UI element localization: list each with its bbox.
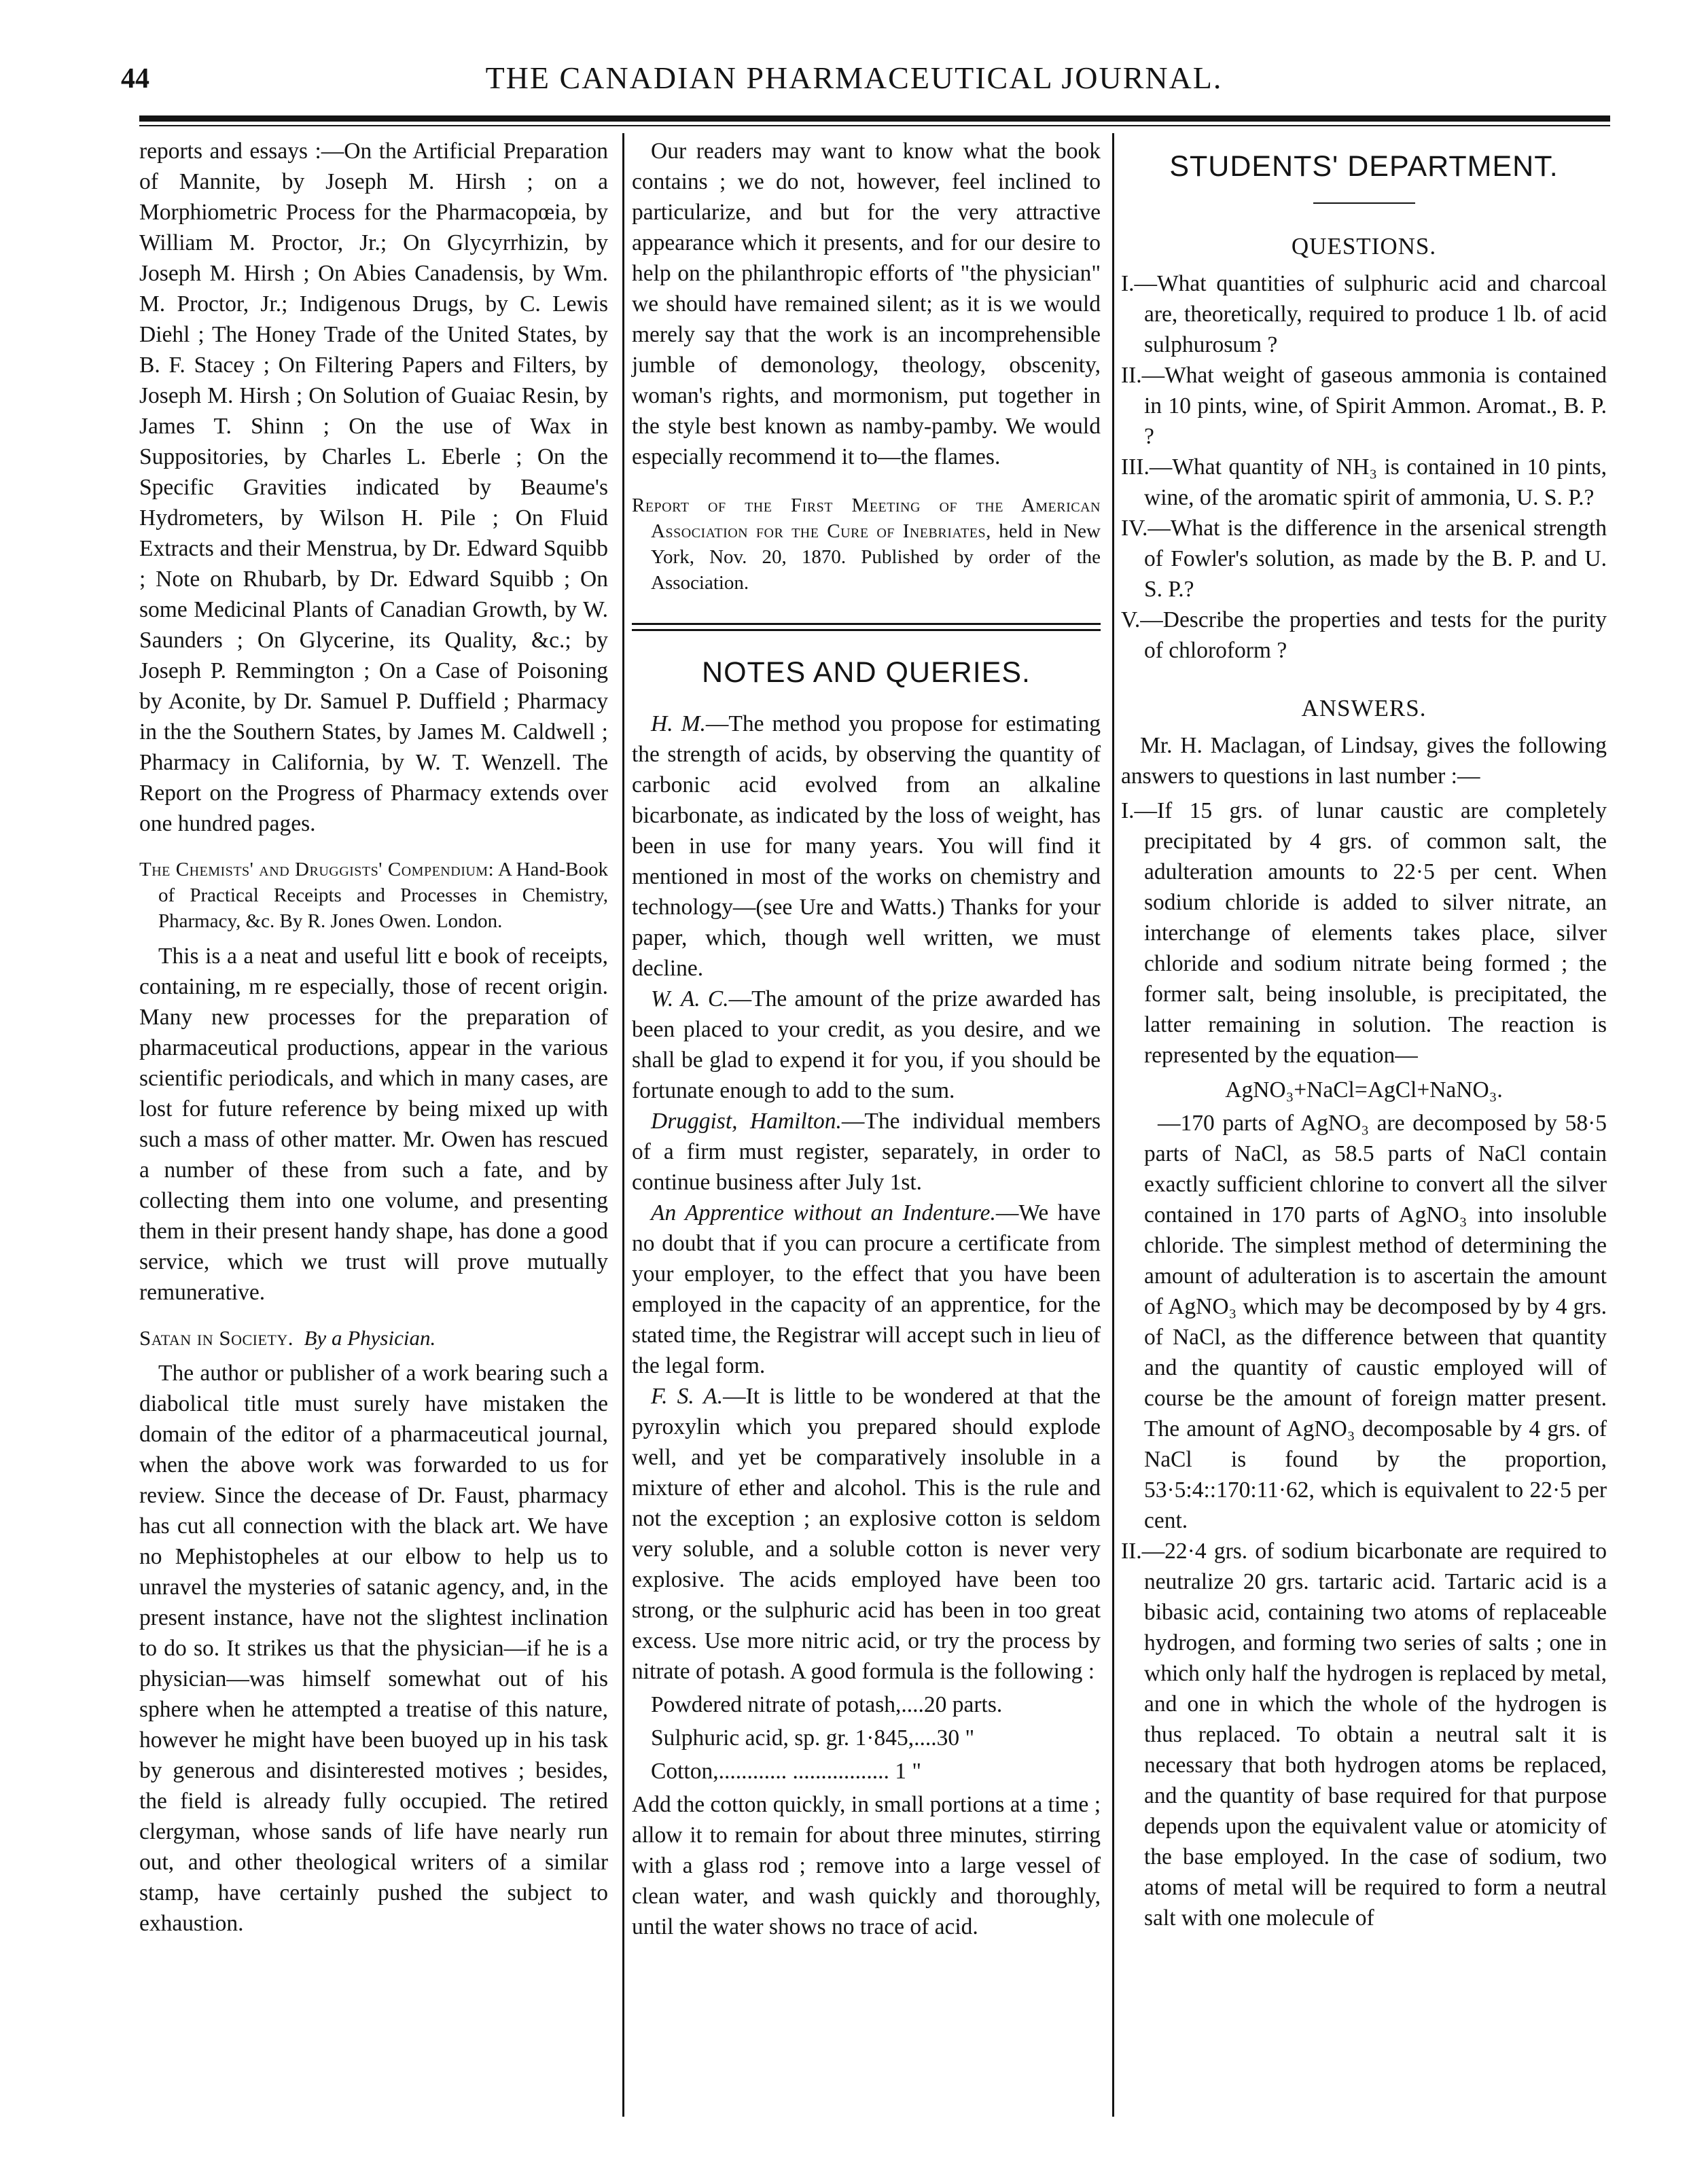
report-title: Report of the First Meeting of the American Association for the Cure of Inebriates, <box>632 495 1101 542</box>
paragraph: Our readers may want to know what the book contains ; we do not, however, feel inclined to particularize, and but for the very attractive appearance which it presents, and for our desire to help on the philanthropic efforts of "the physician" we should have remained silent; as it is we would merely say that the work is an incomprehensible jumble of demonology, theology, obscenity, woman's rights, and mormonism, put together in the style best known as namby-pamby. We would especially recommend it to—the flames. <box>632 139 1101 469</box>
query-answer <box>632 1106 1101 1198</box>
query-label: Druggist, Hamilton. <box>651 1109 842 1134</box>
answer-continuation: —170 parts of AgNO₃ are decomposed by 58·5 parts of NaCl, as 58.5 parts of NaCl contain exactly sufficient chlorine to convert all the silver contained in 170 parts of AgNO₃ into insoluble chloride. The simplest method of determining the amount of adulteration is to ascertain the amount of AgNO₃ which may be decomposed by by 4 grs. of NaCl, as the difference between that quantity and the quantity of caustic employed will of course be the amount of foreign matter present. The amount of AgNO₃ decomposable by 4 grs. of NaCl is found by the proportion, 53·5:4::170:11·62, which is equivalent to 22·5 per cent. <box>1144 1111 1607 1533</box>
book-notice <box>139 857 608 934</box>
report-details: held in New York, Nov. 20, 1870. Published by order of the Association. <box>651 520 1101 594</box>
query-text: —The method you propose for estimating the strength of acids, by observing the quantity of carbonic acid evolved from an alkaline bicarbonate, as indicated by the loss of weight, has been in use for many years. You will find it mentioned in most of the works on chemistry and technology—(see Ure and Watts.) Thanks for your paper, which, though well written, we must decline. <box>632 711 1101 981</box>
query-answer <box>632 1198 1101 1381</box>
query-answer <box>632 709 1101 984</box>
query-label: F. S. A. <box>651 1384 724 1409</box>
question-item: II.—What weight of gaseous ammonia is contained in 10 pints, wine, of Spirit Ammon. Aromat., B. P. ? <box>1121 363 1607 449</box>
query-text: —The amount of the prize awarded has been placed to your credit, as you desire, and we shall be glad to expend it for you, if you should be fortunate enough to add to the sum. <box>632 986 1101 1103</box>
book-details: A Hand-Book of Practical Receipts and Processes in Chemistry, Pharmacy, &c. By R. Jones Owen. London. <box>158 859 608 932</box>
chemical-equation: AgNO₃+NaCl=AgCl+NaNO₃. <box>1225 1077 1503 1103</box>
query-text: —We have no doubt that if you can procure a certificate from your employer, to the effect that you have been employed in the capacity of an apprentice, for the stated time, the Registrar will accept such in lieu of the legal form. <box>632 1200 1101 1378</box>
column-divider <box>622 133 624 2117</box>
query-label: W. A. C. <box>651 986 729 1011</box>
answers-heading: ANSWERS. <box>1301 695 1427 721</box>
report-notice <box>632 492 1101 596</box>
book-notice <box>139 1325 608 1351</box>
section-double-rule <box>632 623 1101 631</box>
column-3 <box>1121 136 1607 1933</box>
query-text: —It is little to be wondered at that the pyroxylin which you prepared should explode well, and yet be comparatively insoluble in a mixture of ether and alcohol. This is the rule and not the exception ; an explosive cotton is seldom very soluble, and a soluble cotton is never very explosive. The acids employed have been too strong, or the sulphuric acid has been in too great excess. Use more nitric acid, or try the process by nitrate of potash. A good formula is the following : <box>632 1384 1101 1684</box>
book-author: By a Physician. <box>304 1326 436 1350</box>
book-title: The Chemists' and Druggists' Compendium: <box>139 859 495 880</box>
header-rule-thin <box>139 125 1610 126</box>
question-item: IV.—What is the difference in the arsenical strength of Fowler's solution, as made by the B. P. and U. S. P.? <box>1121 516 1607 602</box>
students-department-heading: STUDENTS' DEPARTMENT. <box>1169 150 1559 183</box>
answer-item: I.—If 15 grs. of lunar caustic are completely precipitated by 4 grs. of common salt, the adulteration amounts to 22·5 per cent. When sodium chloride is added to silver nitrate, an interchange of elements takes place, silver chloride and sodium nitrate being formed ; the former salt, being insoluble, is precipitated, the latter remaining in solution. The reaction is represented by the equation— <box>1121 798 1607 1068</box>
notes-and-queries-heading: NOTES AND QUERIES. <box>702 656 1031 689</box>
paragraph: Add the cotton quickly, in small portions at a time ; allow it to remain for about three minutes, stirring with a glass rod ; remove into a large vessel of clean water, and wash quickly and thoroughly, until the water shows no trace of acid. <box>632 1792 1101 1939</box>
questions-heading: QUESTIONS. <box>1291 233 1437 259</box>
book-title: Satan in Society. <box>139 1326 293 1350</box>
answers-intro: Mr. H. Maclagan, of Lindsay, gives the following answers to questions in last number :— <box>1121 733 1607 789</box>
column-2 <box>632 136 1101 1942</box>
page-number: 44 <box>121 63 149 94</box>
query-text: —The individual members of a firm must register, separately, in order to continue business after July 1st. <box>632 1109 1101 1195</box>
query-answer <box>632 984 1101 1106</box>
formula-line: Sulphuric acid, sp. gr. 1·845,....30 " <box>651 1725 975 1751</box>
answer-item: II.—22·4 grs. of sodium bicarbonate are required to neutralize 20 grs. tartaric acid. Tartaric acid is a bibasic acid, containing two atoms of replaceable hydrogen, and forming two series of salts ; one in which only half the hydrogen is replaced by metal, and one in which the whole of the hydrogen is thus replaced. To obtain a neutral salt it is necessary that both hydrogen atoms be replaced, and the quantity of base required for that purpose depends upon the equivalent value or atomicity of the base employed. In the case of sodium, two atoms of metal will be required to form a neutral salt with one molecule of <box>1121 1539 1607 1931</box>
column-divider <box>1112 133 1114 2117</box>
paragraph: The author or publisher of a work bearing such a diabolical title must surely have mistaken the domain of the editor of a pharmaceutical journal, when the above work was forwarded to us for review. Since the decease of Dr. Faust, pharmacy has cut all connection with the black art. We have no Mephistopheles at our elbow to help us to unravel the mysteries of satanic agency, and, in the present instance, have not the slightest inclination to do so. It strikes us that the physician—if he is a physician—was himself somewhat out of his sphere when he attempted a treatise of this nature, however he might have been buoyed up in his task by generous and disinterested motives ; besides, the field is already fully occupied. The retired clergyman, whose sands of life have nearly run out, and other theological writers of a similar stamp, have certainly pushed the subject to exhaustion. <box>139 1361 608 1936</box>
header-rule-thick <box>139 115 1610 122</box>
query-answer <box>632 1381 1101 1687</box>
formula-line: Powdered nitrate of potash,....20 parts. <box>651 1692 1003 1717</box>
short-rule <box>1313 202 1415 204</box>
formula-line: Cotton,............ ................. 1 " <box>651 1759 922 1784</box>
question-item: I.—What quantities of sulphuric acid and charcoal are, theoretically, required to produce 1 lb. of acid sulphurosum ? <box>1121 271 1607 357</box>
query-label: An Apprentice without an Indenture. <box>651 1200 996 1225</box>
question-item: V.—Describe the properties and tests for the purity of chloroform ? <box>1121 607 1607 663</box>
paragraph: This is a a neat and useful litt e book of receipts, containing, m re especially, those of recent origin. Many new processes for the preparation of pharmaceutical productions, appear in the various scientific periodicals, and which in many cases, are lost for future reference by being mixed up with such a mass of other matter. Mr. Owen has rescued a number of these from such a fate, and by collecting them into one volume, and presenting them in their present handy shape, has done a good service, which we trust will prove mutually remunerative. <box>139 944 608 1305</box>
question-item: III.—What quantity of NH₃ is contained in 10 pints, wine, of the aromatic spirit of ammonia, U. S. P.? <box>1121 454 1607 510</box>
query-label: H. M. <box>651 711 706 736</box>
column-1 <box>139 136 608 1939</box>
paragraph: reports and essays :—On the Artificial Preparation of Mannite, by Joseph M. Hirsh ; on a Morphiometric Process for the Pharmacopœia, by William M. Proctor, Jr.; On Glycyrrhizin, by Joseph M. Hirsh ; On Abies Canadensis, by Wm. M. Proctor, Jr.; Indigenous Drugs, by C. Lewis Diehl ; The Honey Trade of the United States, by B. F. Stacey ; On Filtering Papers and Filters, by Joseph M. Hirsh ; On Solution of Guaiac Resin, by James T. Shinn ; On the use of Wax in Suppositories, by Charles L. Eberle ; On the Specific Gravities indicated by Beaume's Hydrometers, by Wilson H. Pile ; On Fluid Extracts and their Menstrua, by Dr. Edward Squibb ; Note on Rhubarb, by Dr. Edward Squibb ; On some Medicinal Plants of Canadian Growth, by W. Saunders ; On Glycerine, its Quality, &c.; by Joseph P. Remmington ; On a Case of Poisoning by Aconite, by Dr. Samuel P. Duffield ; Pharmacy in the the Southern States, by James M. Caldwell ; Pharmacy in California, by W. T. Wenzell. The Report on the Progress of Pharmacy extends over one hundred pages. <box>139 139 608 836</box>
running-head: THE CANADIAN PHARMACEUTICAL JOURNAL. <box>485 60 1223 95</box>
